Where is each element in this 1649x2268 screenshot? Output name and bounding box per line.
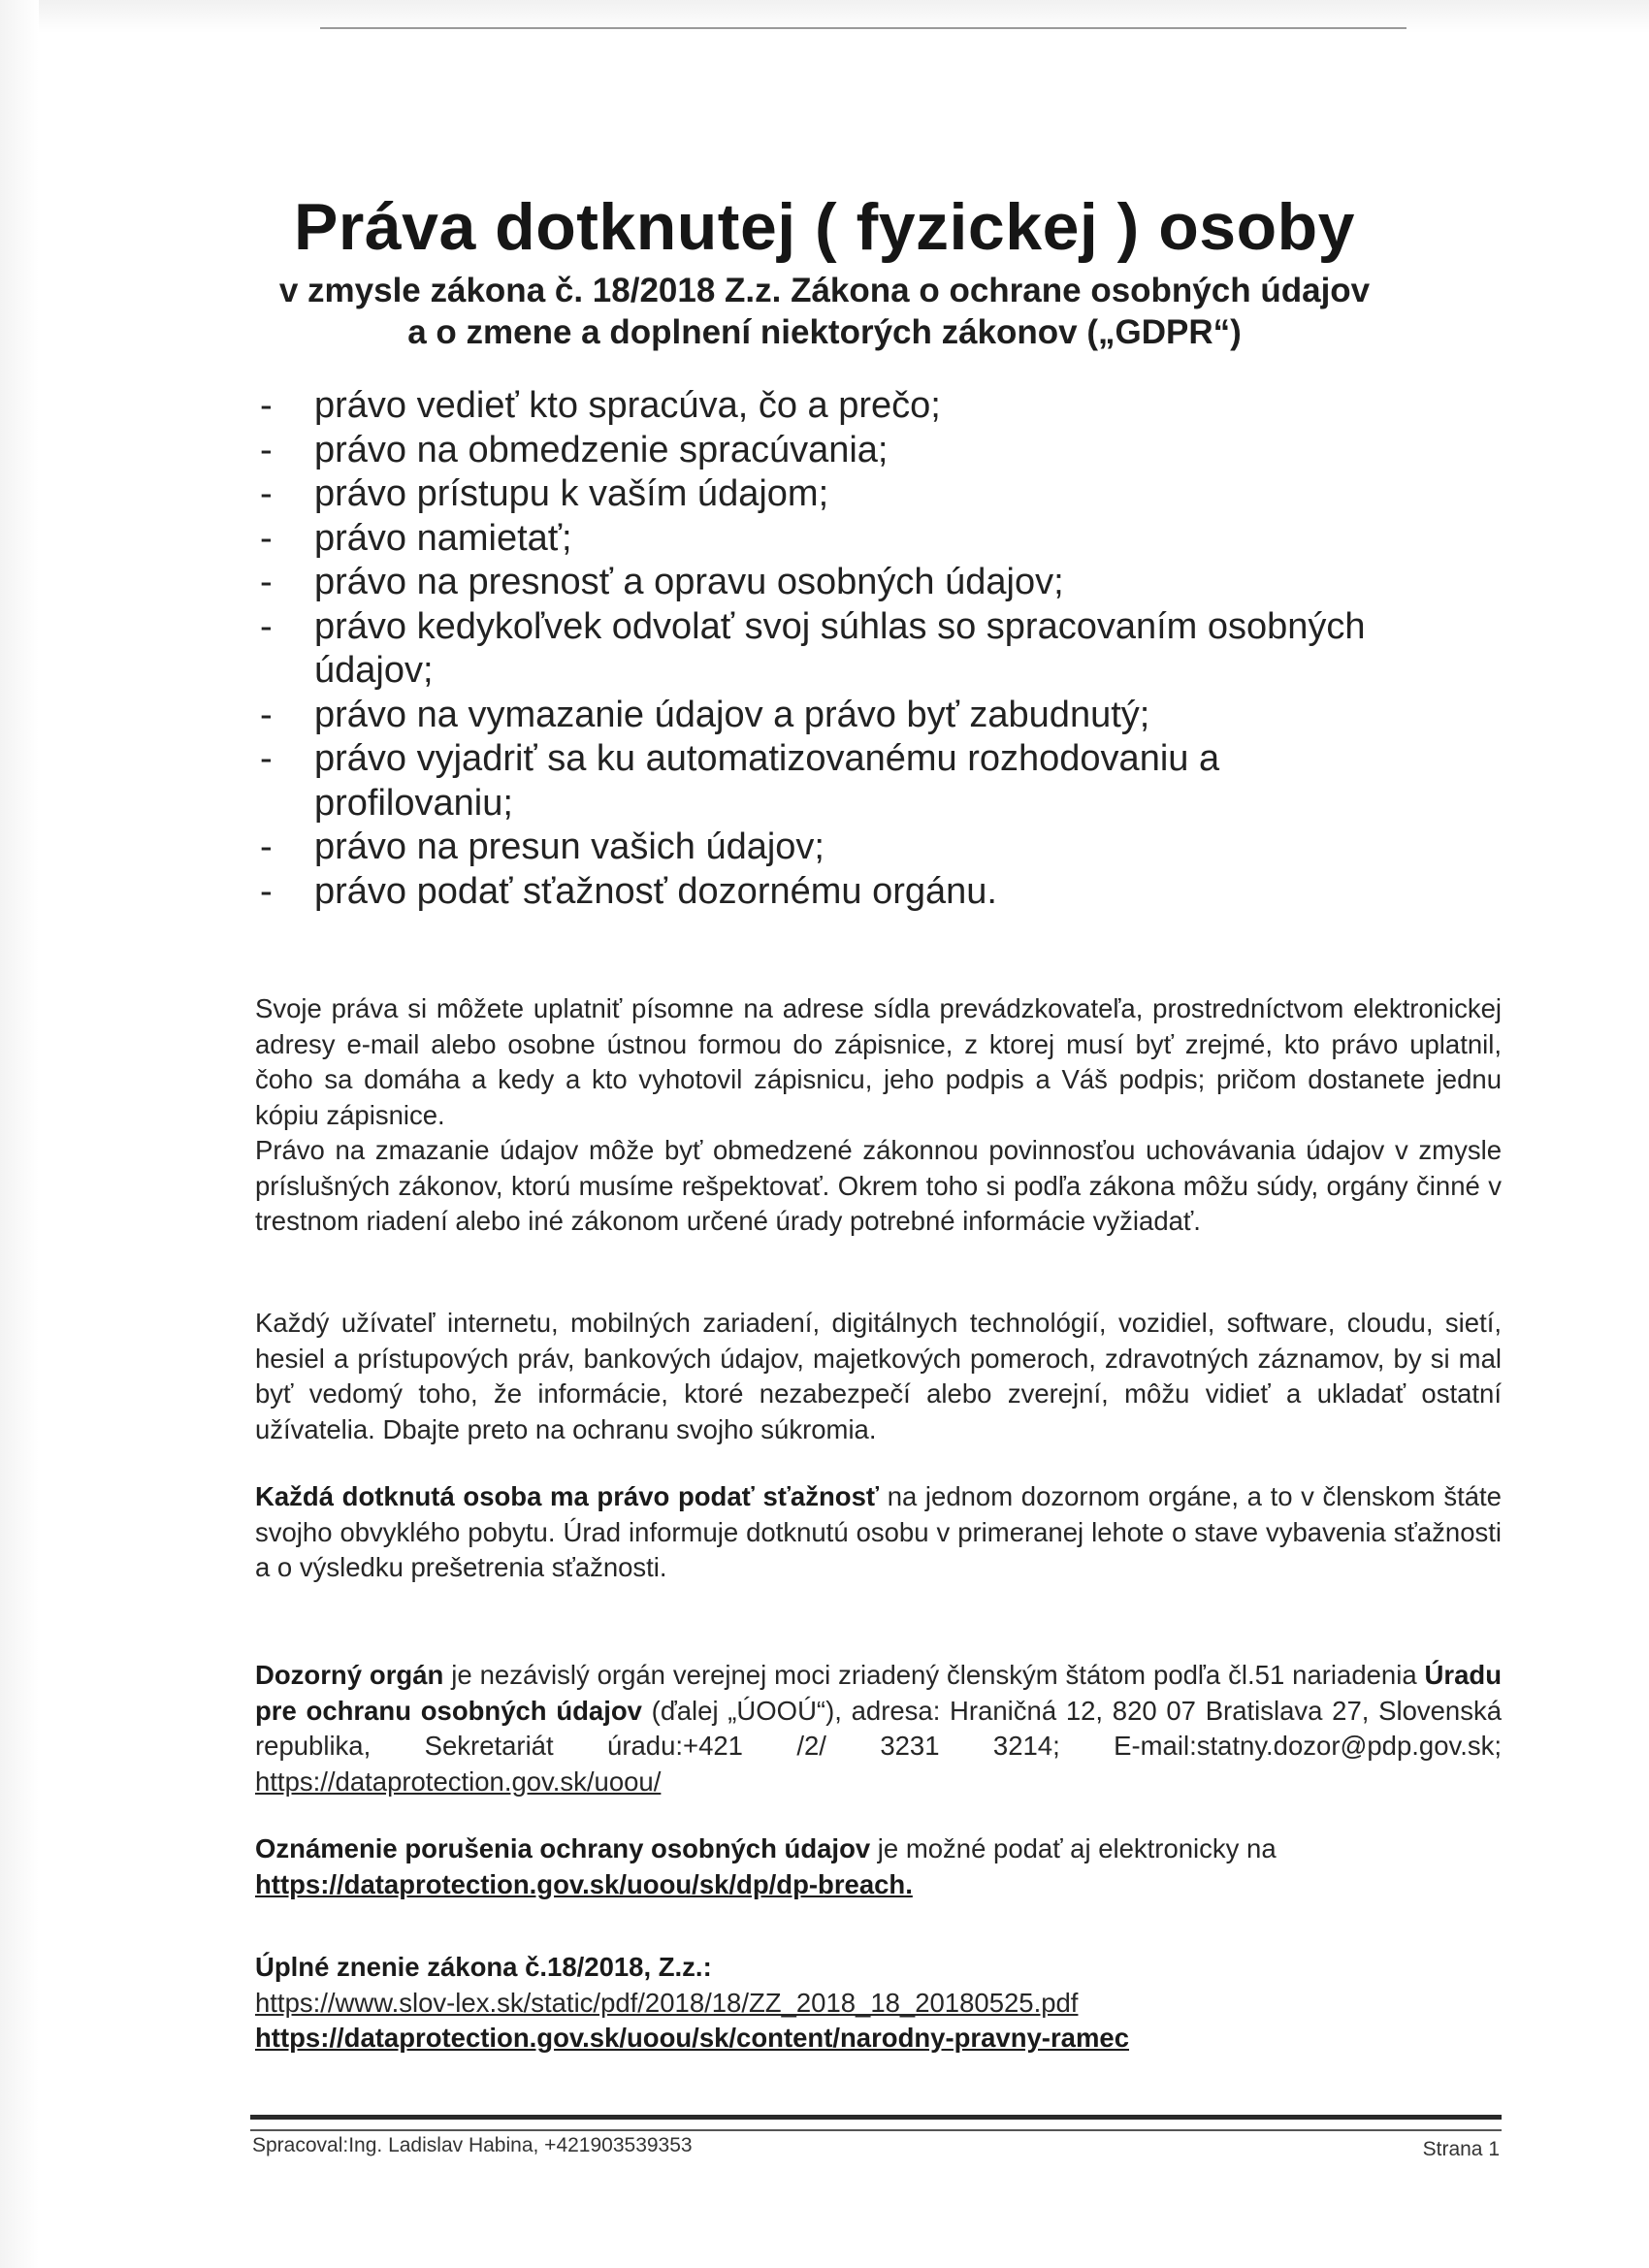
rights-item-text: právo kedykoľvek odvolať svoj súhlas so spracovaním osobných údajov; xyxy=(314,605,1366,691)
slov-lex-link[interactable]: https://www.slov-lex.sk/static/pdf/2018/18/ZZ_2018_18_20180525.pdf xyxy=(255,1987,1079,2018)
rights-item-text: právo na presun vašich údajov; xyxy=(314,826,824,867)
paragraph-user-awareness: Každý užívateľ internetu, mobilných zariadení, digitálnych technológií, vozidiel, software, cloudu, sietí, hesiel a prístupových práv, bankových údajov, majetkových pomeroch, zdravotných záznamov, by si mal byť vedomý toho, že informácie, ktoré nezabezpečí alebo zverejní, môžu vidieť a ukladať ostatní užívatelia. Dbajte preto na ochranu svojho súkromia. xyxy=(255,1308,1502,1444)
rights-item-text: právo namietať; xyxy=(314,517,572,559)
footer-divider xyxy=(250,2115,1502,2131)
bold-text: Úradu pre ochranu osobných údajov xyxy=(255,1660,1502,1726)
subtitle-line-1: v zmysle zákona č. 18/2018 Z.z. Zákona o ochrane osobných údajov xyxy=(278,272,1371,309)
rights-list-item xyxy=(260,826,1521,870)
rights-list xyxy=(260,384,1521,914)
rights-list-item xyxy=(260,384,1521,429)
paragraph-complaint xyxy=(255,1479,1502,1586)
list-dash: - xyxy=(260,562,273,602)
list-dash: - xyxy=(260,870,273,912)
list-dash: - xyxy=(260,385,273,426)
list-dash: - xyxy=(260,517,273,559)
uoou-link[interactable]: https://dataprotection.gov.sk/uoou/ xyxy=(255,1766,662,1797)
paragraph-text: je možné podať aj elektronicky na xyxy=(870,1833,1277,1863)
paragraph-full-law xyxy=(255,1950,1502,2057)
list-dash: - xyxy=(260,605,273,647)
bold-text: Oznámenie porušenia ochrany osobných údajov xyxy=(255,1833,871,1863)
legal-framework-link[interactable]: https://dataprotection.gov.sk/uoou/sk/content/narodny-pravny-ramec xyxy=(255,2023,1130,2053)
rights-list-item xyxy=(260,737,1323,826)
scan-line-top xyxy=(320,27,1406,29)
rights-item-text: právo podať sťažnosť dozornému orgánu. xyxy=(314,870,997,912)
bold-text: Úplné znenie zákona č.18/2018, Z.z.: xyxy=(255,1952,712,1982)
paragraph-text: na jednom dozornom orgáne, a to v členskom štáte svojho obvyklého pobytu. Úrad informuje dotknutú osobu v primeranej lehote o stave vybavenia sťažnosti a o výsledku prešetrenia sťažnosti. xyxy=(255,1481,1502,1582)
list-dash: - xyxy=(260,429,273,470)
rights-list-item xyxy=(260,561,1521,605)
paragraph-breach-notification xyxy=(255,1831,1502,1902)
list-dash: - xyxy=(260,694,273,735)
rights-item-text: právo na obmedzenie spracúvania; xyxy=(314,429,889,470)
footer-author: Spracoval:Ing. Ladislav Habina, +421903539353 xyxy=(252,2134,693,2156)
rights-item-text: právo prístupu k vaším údajom; xyxy=(314,473,829,514)
rights-item-text: právo vedieť kto spracúva, čo a prečo; xyxy=(314,385,941,426)
paragraph-text: je nezávislý orgán verejnej moci zriadený členským štátom podľa čl.51 nariadenia xyxy=(443,1660,1425,1690)
paragraph-text: (ďalej „ÚOOÚ“), adresa: Hraničná 12, 820 07 Bratislava 27, Slovenská republika, Sekretariát úradu:+421 /2/ 3231 3214; E-mail:statny.dozor@pdp.gov.sk; xyxy=(255,1695,1502,1761)
rights-list-item xyxy=(260,429,1521,473)
bold-text: Každá dotknutá osoba ma právo podať sťažnosť xyxy=(255,1481,880,1511)
subtitle-line-2: a o zmene a doplnení niektorých zákonov („GDPR“) xyxy=(407,313,1242,351)
breach-link[interactable]: https://dataprotection.gov.sk/uoou/sk/dp/dp-breach. xyxy=(255,1868,913,1899)
list-dash: - xyxy=(260,473,273,514)
list-dash: - xyxy=(260,738,273,779)
footer-page-number: Strana 1 xyxy=(1422,2138,1500,2160)
rights-item-text: právo vyjadriť sa ku automatizovanému rozhodovaniu a profilovaniu; xyxy=(314,738,1220,824)
page-title: Práva dotknutej ( fyzickej ) osoby xyxy=(294,190,1355,264)
rights-list-item xyxy=(260,870,1521,915)
list-dash: - xyxy=(260,826,273,867)
paragraph-text: Právo na zmazanie údajov môže byť obmedzené zákonnou povinnosťou uchovávania údajov v zmysle príslušných zákonov, ktorú musíme rešpektovať. Okrem toho si podľa zákona môžu súdy, orgány činné v trestnom riadení alebo iné zákonom určené úrady potrebné informácie vyžiadať. xyxy=(255,1135,1502,1236)
rights-list-item xyxy=(260,605,1459,694)
rights-list-item xyxy=(260,517,1521,562)
paragraph-text: Svoje práva si môžete uplatniť písomne na adrese sídla prevádzkovateľa, prostredníctvom elektronickej adresy e-mail alebo osobne ústnou formou do zápisnice, z ktorej musí byť zrejmé, kto právo uplatnil, čoho sa domáha a kedy a kto vyhotovil zápisnicu, jeho podpis a Váš podpis; pričom dostanete jednu kópiu zápisnice. xyxy=(255,993,1502,1130)
rights-item-text: právo na vymazanie údajov a právo byť zabudnutý; xyxy=(314,694,1150,735)
rights-list-item xyxy=(260,694,1521,738)
paragraph-supervisory-authority xyxy=(255,1658,1502,1799)
paragraph-exercise-rights xyxy=(255,991,1502,1240)
rights-item-text: právo na presnosť a opravu osobných údajov; xyxy=(314,562,1064,602)
bold-text: Dozorný orgán xyxy=(255,1660,444,1690)
rights-list-item xyxy=(260,472,1521,517)
